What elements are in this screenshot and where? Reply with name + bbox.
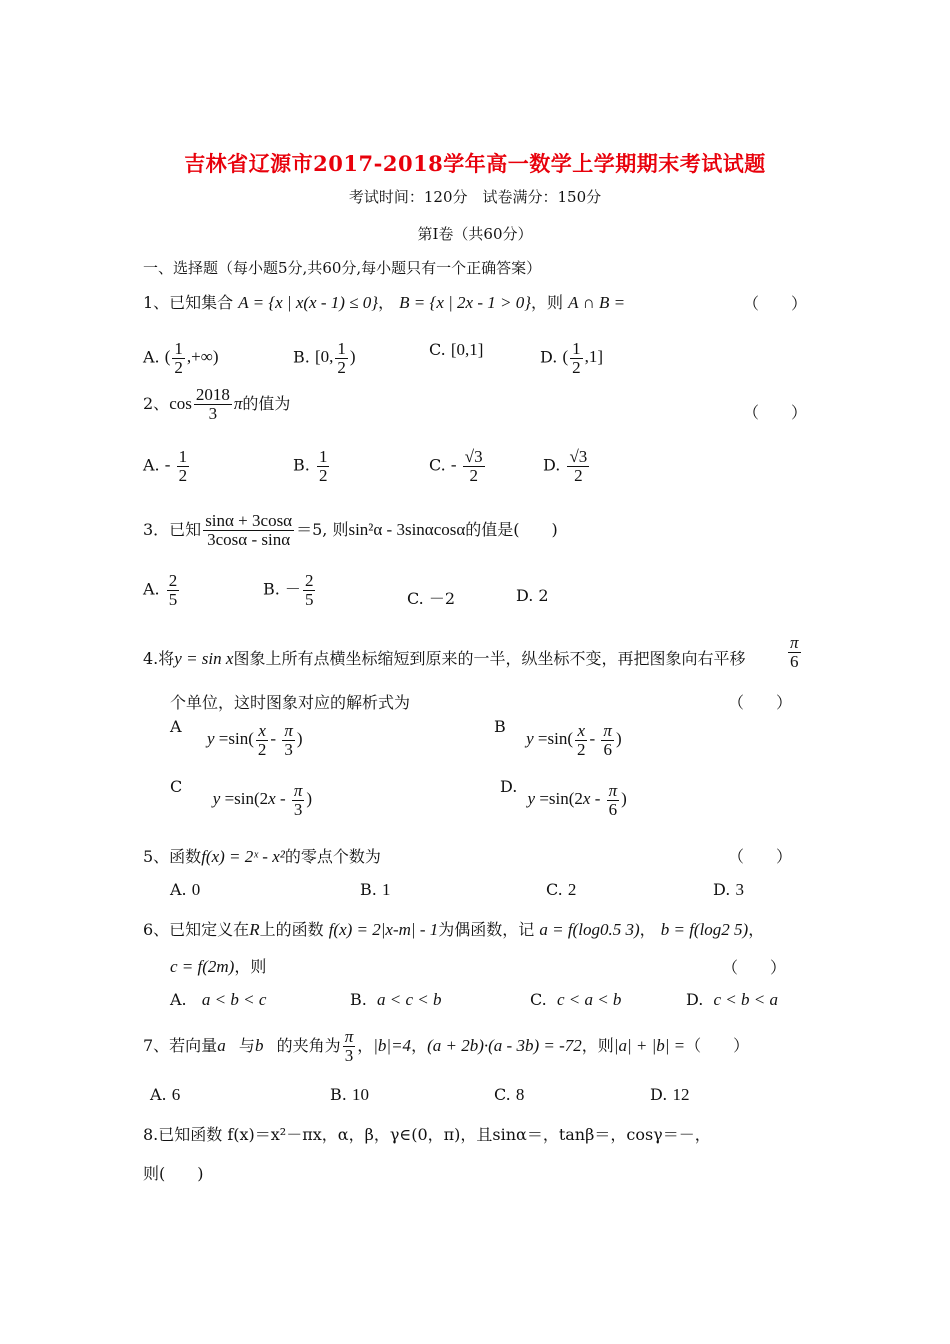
q4-text: 图象上所有点横坐标缩短到原来的一半，纵坐标不变，再把图象向右平移 (233, 649, 746, 668)
q2-prefix: 2、 (143, 393, 170, 413)
q6-prefix: 6、已知定义在 (143, 920, 250, 939)
q7-option-a (150, 1085, 180, 1105)
q6-a-def: a = f(log0.5 3) (539, 920, 640, 939)
q2-c-label: C. (429, 455, 446, 475)
q5-option-b (360, 880, 390, 900)
q4-prefix: 4.将 (143, 649, 175, 668)
question-6-line-2 (170, 954, 266, 977)
q4-option-d: D. y =sin(2x - $\frac{\pi}{6}$ ) (500, 777, 627, 819)
q6-then: ，则 (234, 957, 267, 976)
q1-option-a: A. ( $\frac{1}{2}$ ,+∞) (143, 339, 219, 377)
question-7: 7、若向量a⃗与b⃗的夹角为 $\frac{\pi}{3}$ ，|b|=4，(a + 2b)·(a - 3b) = -72，则|a| + |b| =（ ） (143, 1027, 750, 1065)
q4-pi: π (790, 633, 799, 652)
question-6-line-1 (143, 917, 764, 940)
q2-cos: cos (169, 393, 192, 413)
q3-a-label: A. (143, 579, 160, 599)
q5-suffix: 的零点个数为 (284, 847, 381, 866)
q5-b-label: B. (360, 880, 377, 899)
q3-option-b: B. － $\frac{2}{5}$ (263, 571, 314, 609)
q6-func: f(x) = 2|x-m| - 1 (328, 920, 439, 939)
q3-b-label: B. － (263, 579, 301, 599)
exam-meta: 考试时间：120分 试卷满分：150分 (348, 188, 602, 206)
q6-sep: ， (639, 920, 656, 939)
q1-expr: A ∩ B = (568, 293, 626, 312)
q3-numerator: sinα + 3cosα (205, 511, 293, 530)
q7-option-c (494, 1085, 524, 1105)
page-title: 吉林省辽源市2017-2018学年高一数学上学期期末考试试题 (184, 151, 766, 176)
q2-a-label: A. (143, 455, 160, 475)
q3-denominator: 3cosα - sinα (207, 529, 291, 549)
q5-d-label: D. (713, 880, 731, 899)
q6-c-label: C. (530, 990, 547, 1009)
q4-option-c: C y =sin(2x - $\frac{\pi}{3}$ ) (170, 777, 313, 819)
q3-suffix: 的值是( ) (465, 519, 558, 539)
q1-c-value: [0,1] (450, 340, 484, 359)
q2-b-label: B. (293, 455, 310, 475)
q7-option-b (330, 1085, 369, 1105)
q2-denominator: 3 (208, 403, 218, 423)
q4-six: 6 (790, 651, 799, 671)
question-5 (143, 844, 381, 867)
q6-R: R (249, 920, 260, 939)
q5-option-d (713, 880, 744, 900)
q4-c-label: C (170, 777, 183, 797)
question-8-line-1: 8.已知函数 f(x)＝x²－πx，α，β，γ∈(0，π)，且sinα＝，tanβ＝，cosγ＝－， (143, 1125, 711, 1144)
q5-option-c (546, 880, 576, 900)
q5-d-value: 3 (735, 880, 744, 899)
q1-option-b: B. [0, $\frac{1}{2}$ ) (293, 339, 356, 377)
q7-cond2: (a + 2b)·(a - 3b) = -72 (427, 1035, 582, 1055)
q2-d-label: D. (543, 455, 561, 475)
q4-a-label: A (170, 717, 182, 737)
q7-c-label: C. (494, 1085, 511, 1104)
q4-option-b: B y =sin( $\frac{x}{2}$ - $\frac{\pi}{6}$ ) (494, 717, 622, 759)
q7-ask: |a| + |b| = (613, 1035, 686, 1055)
q2-option-b: B. $\frac{1}{2}$ (293, 447, 328, 485)
q7-answer-paren: （ ） (685, 1035, 750, 1055)
q7-cond1: |b|=4 (373, 1035, 412, 1055)
q6-option-b (350, 990, 442, 1010)
q3-mid: ＝5, 则 (296, 519, 349, 539)
q6-end: ， (748, 920, 765, 939)
q1-option-d: D. ( $\frac{1}{2}$ ,1] (540, 339, 604, 377)
q6-b-label: B. (350, 990, 367, 1009)
q6-b-def: b = f(log2 5) (660, 920, 749, 939)
q6-option-a (170, 990, 266, 1010)
q1-sep: ， (378, 293, 395, 312)
q2-suffix: 的值为 (242, 393, 291, 413)
question-1 (143, 290, 625, 313)
q3-option-d: D. 2 (516, 586, 549, 605)
q3-option-a: A. $\frac{2}{5}$ (143, 571, 178, 609)
q1-prefix: 1、已知集合 (143, 293, 234, 312)
q6-option-c (530, 990, 621, 1010)
q1-then: ，则 (531, 293, 564, 312)
q5-func: f(x) = 2ˣ - x² (201, 847, 285, 866)
q7-option-d (650, 1085, 689, 1105)
q1-set-b: B = {x | 2x - 1 > 0} (399, 293, 532, 312)
q6-answer-paren: （ ） (722, 958, 787, 977)
q6-a-value: a < b < c (201, 990, 267, 1009)
question-8-line-2: 则( ) (143, 1164, 204, 1183)
q5-prefix: 5、函数 (143, 847, 202, 866)
q7-angle-text: 的夹角为 (276, 1035, 341, 1055)
q5-c-label: C. (546, 880, 563, 899)
q2-numerator: 2018 (195, 385, 230, 404)
q1-d-label: D. (540, 347, 558, 367)
q6-a-label: A. (170, 990, 187, 1009)
q1-answer-paren: （ ） (743, 294, 808, 313)
q7-d-value: 12 (672, 1085, 690, 1104)
q4-option-a: A y =sin( $\frac{x}{2}$ - $\frac{\pi}{3}$ ) (170, 717, 303, 759)
q4-shift-fraction (788, 634, 801, 671)
q7-c-value: 8 (515, 1085, 525, 1104)
q2-option-d: D. $\frac{√3}{2}$ (543, 447, 588, 485)
q6-d-label: D. (686, 990, 704, 1009)
q5-a-label: A. (170, 880, 187, 899)
q5-b-value: 1 (381, 880, 391, 899)
q6-b-value: a < c < b (377, 990, 442, 1009)
q6-text1: 上的函数 (259, 920, 324, 939)
q7-d-label: D. (650, 1085, 668, 1104)
q7-with: 与 (238, 1035, 255, 1055)
q3-option-c: C. －2 (407, 589, 456, 608)
q2-answer-paren: （ ） (743, 403, 808, 422)
question-2 (143, 386, 290, 423)
q1-c-label: C. (429, 340, 446, 359)
part-heading: 第Ⅰ卷（共60分） (417, 225, 533, 243)
q7-b-label: B. (330, 1085, 347, 1104)
q4-d-label: D. (500, 777, 518, 797)
q1-a-label: A. (143, 347, 160, 367)
question-4-line-1 (143, 646, 745, 669)
q2-option-a: A. - $\frac{1}{2}$ (143, 447, 188, 485)
q7-then: ，则 (581, 1035, 614, 1055)
q2-pi: π (233, 393, 243, 413)
q1-b-label: B. (293, 347, 310, 367)
q3-expr: sin²α - 3sinαcosα (348, 519, 466, 539)
q7-b-value: 10 (351, 1085, 369, 1104)
q6-d-value: c < b < a (713, 990, 779, 1009)
q7-prefix: 7、若向量 (143, 1035, 218, 1055)
q1-set-a: A = {x | x(x - 1) ≤ 0} (238, 293, 379, 312)
q7-a-value: 6 (171, 1085, 181, 1104)
q6-text2: 为偶函数，记 (438, 920, 535, 939)
q6-c-def: c = f(2m) (170, 957, 235, 976)
q4-answer-paren: （ ） (728, 693, 793, 712)
q2-option-c: C. - $\frac{√3}{2}$ (429, 447, 483, 485)
q4-func: y = sin x (174, 649, 234, 668)
q7-a-label: A. (150, 1085, 167, 1104)
q5-option-a (170, 880, 200, 900)
q6-c-value: c < a < b (556, 990, 622, 1009)
q5-answer-paren: （ ） (728, 847, 793, 866)
q1-option-c (429, 340, 483, 360)
q5-a-value: 0 (191, 880, 201, 899)
q4-b-label: B (494, 717, 506, 737)
q3-prefix: 3．已知 (143, 519, 202, 539)
section-heading: 一、选择题（每小题5分,共60分,每小题只有一个正确答案） (143, 259, 542, 277)
question-4-line-2: 个单位，这时图象对应的解析式为 (170, 693, 411, 712)
q5-c-value: 2 (567, 880, 577, 899)
q6-option-d (686, 990, 778, 1010)
question-3 (143, 512, 558, 549)
